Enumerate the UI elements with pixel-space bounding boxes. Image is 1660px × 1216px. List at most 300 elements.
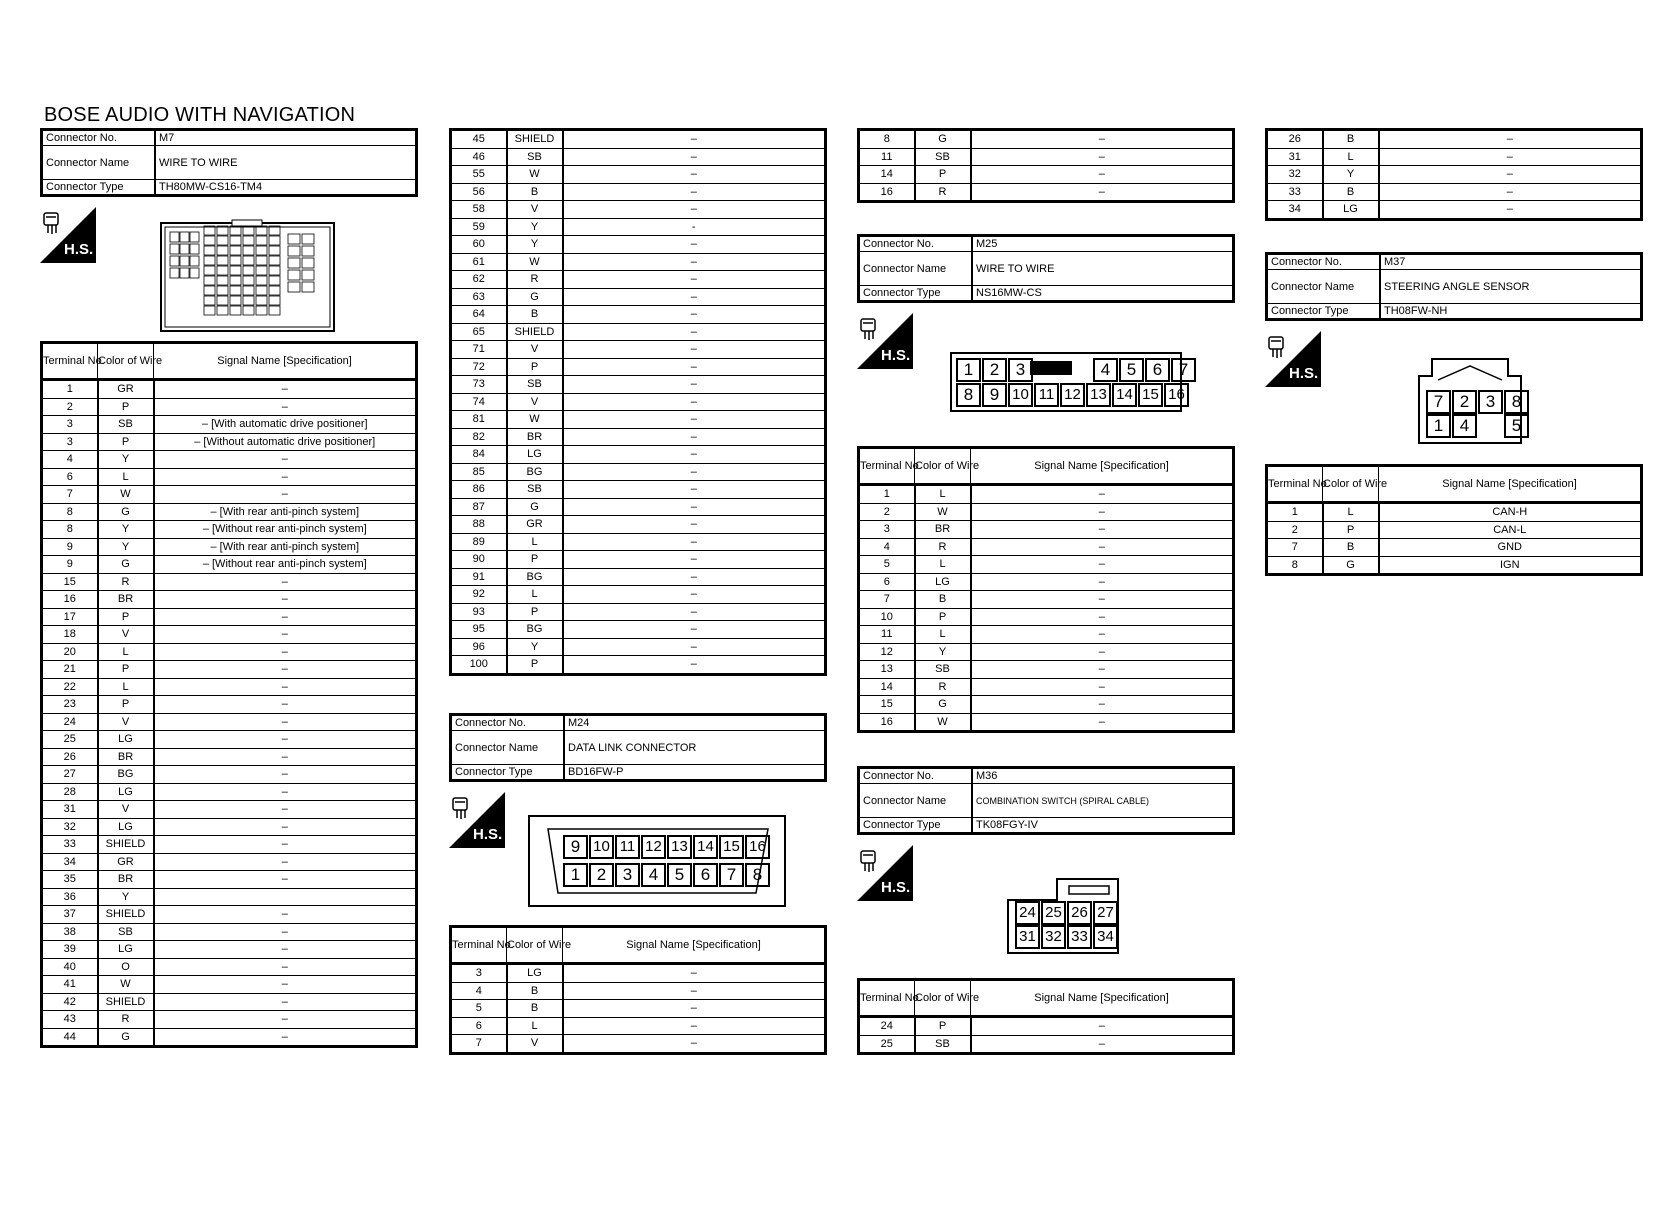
connector-pin: 15 — [1138, 383, 1163, 407]
connector-pin: 2 — [589, 863, 614, 887]
connector-pin: 16 — [1164, 383, 1189, 407]
signal-name: – — [971, 591, 1234, 609]
wire-color: W — [98, 486, 154, 504]
table-row — [859, 166, 1234, 184]
terminal-no: 14 — [859, 166, 915, 184]
table-row — [42, 871, 417, 889]
terminal-no: 88 — [451, 516, 507, 534]
signal-name: – — [154, 608, 417, 626]
table-row — [42, 451, 417, 469]
signal-name: – [Without automatic drive positioner] — [154, 433, 417, 451]
terminal-no: 2 — [42, 398, 98, 416]
terminal-no: 34 — [1267, 201, 1323, 220]
signal-name: - — [563, 218, 826, 236]
connector-pin — [1478, 414, 1503, 438]
signal-name: – [With rear anti-pinch system] — [154, 538, 417, 556]
table-row — [451, 463, 826, 481]
terminal-no: 1 — [42, 380, 98, 399]
signal-name: – — [563, 288, 826, 306]
color-header: Color of Wire — [915, 448, 971, 485]
m25-info — [857, 234, 1235, 303]
wire-color: BG — [98, 766, 154, 784]
terminal-no: 8 — [42, 503, 98, 521]
wire-color: P — [1323, 521, 1379, 539]
terminal-no: 2 — [859, 503, 915, 521]
wire-color: LG — [98, 818, 154, 836]
wire-color: L — [1323, 503, 1379, 522]
signal-name: – — [154, 923, 417, 941]
wire-color: L — [98, 678, 154, 696]
connector-no-label: Connector No. — [42, 130, 156, 146]
terminal-no: 92 — [451, 586, 507, 604]
table-row — [859, 485, 1234, 504]
wire-color: V — [507, 341, 563, 359]
table-row — [859, 661, 1234, 679]
signal-name: – — [563, 1000, 826, 1018]
terminal-header: Terminal No. — [859, 980, 915, 1017]
signal-name: – — [563, 253, 826, 271]
terminal-no: 6 — [42, 468, 98, 486]
page-title: BOSE AUDIO WITH NAVIGATION — [44, 104, 356, 126]
wire-color: BR — [915, 521, 971, 539]
table-row — [1267, 503, 1642, 522]
terminal-no: 43 — [42, 1011, 98, 1029]
signal-name: – — [563, 982, 826, 1000]
connector-name-label: Connector Name — [859, 784, 973, 818]
table-row — [451, 341, 826, 359]
table-row — [1267, 166, 1642, 184]
signal-name: – — [563, 358, 826, 376]
table-row — [451, 358, 826, 376]
m37-info — [1265, 252, 1643, 321]
terminal-no: 32 — [42, 818, 98, 836]
wire-color: G — [507, 288, 563, 306]
table-row — [42, 661, 417, 679]
wire-color: P — [507, 358, 563, 376]
signal-name: – — [154, 871, 417, 889]
wire-color: LG — [507, 964, 563, 983]
table-row — [451, 428, 826, 446]
connector-no-value: M36 — [972, 768, 1234, 784]
signal-name: – — [154, 486, 417, 504]
terminal-no: 40 — [42, 958, 98, 976]
wire-color: R — [98, 1011, 154, 1029]
table-row — [859, 591, 1234, 609]
connector-pin: 12 — [1060, 383, 1085, 407]
wire-color: Y — [1323, 166, 1379, 184]
table-row — [42, 783, 417, 801]
terminal-no: 6 — [451, 1017, 507, 1035]
terminal-no: 28 — [42, 783, 98, 801]
connector-pin: 10 — [589, 835, 614, 859]
wire-color: P — [915, 166, 971, 184]
table-row — [42, 503, 417, 521]
signal-name: GND — [1379, 539, 1642, 557]
wire-color: L — [915, 556, 971, 574]
connector-pin: 9 — [982, 383, 1007, 407]
table-row — [42, 433, 417, 451]
wire-color: LG — [98, 731, 154, 749]
table-row — [451, 446, 826, 464]
connector-pin: 24 — [1015, 901, 1040, 925]
terminal-no: 3 — [859, 521, 915, 539]
connector-pin: 8 — [956, 383, 981, 407]
table-row — [42, 573, 417, 591]
wire-color: P — [507, 603, 563, 621]
signal-header: Signal Name [Specification] — [563, 927, 826, 964]
wire-color: W — [915, 713, 971, 732]
wire-color: BR — [98, 591, 154, 609]
table-row — [42, 713, 417, 731]
signal-name: – — [971, 503, 1234, 521]
wire-color: B — [1323, 130, 1379, 149]
wire-color: R — [915, 183, 971, 202]
wire-color: LG — [1323, 201, 1379, 220]
signal-name: – — [154, 731, 417, 749]
terminal-no: 16 — [859, 713, 915, 732]
connector-pin: 32 — [1041, 925, 1066, 949]
wire-color: BR — [98, 871, 154, 889]
m24-terminal-table-cont — [857, 128, 1235, 203]
connector-pin: 14 — [1112, 383, 1137, 407]
table-row — [42, 608, 417, 626]
hs-label: H.S. — [881, 347, 911, 364]
wire-color: SB — [915, 1035, 971, 1054]
signal-name: – — [971, 626, 1234, 644]
signal-name: – — [563, 533, 826, 551]
table-row — [42, 380, 417, 399]
terminal-no: 36 — [42, 888, 98, 906]
terminal-no: 4 — [859, 538, 915, 556]
table-row — [859, 183, 1234, 202]
connector-pin: 2 — [982, 358, 1007, 382]
table-row — [451, 183, 826, 201]
signal-name: – — [563, 201, 826, 219]
table-row — [859, 503, 1234, 521]
terminal-no: 74 — [451, 393, 507, 411]
terminal-no: 7 — [451, 1035, 507, 1054]
table-row — [1267, 148, 1642, 166]
table-row — [451, 411, 826, 429]
table-row — [42, 591, 417, 609]
signal-name: – — [1379, 148, 1642, 166]
terminal-no: 24 — [42, 713, 98, 731]
m36-pins-top — [1015, 901, 1119, 925]
signal-name: – — [971, 643, 1234, 661]
wire-color: P — [915, 1017, 971, 1036]
table-row — [42, 1011, 417, 1029]
signal-header: Signal Name [Specification] — [1379, 466, 1642, 503]
wire-color: R — [507, 271, 563, 289]
wire-color: G — [1323, 556, 1379, 575]
terminal-no: 23 — [42, 696, 98, 714]
terminal-no: 39 — [42, 941, 98, 959]
terminal-no: 71 — [451, 341, 507, 359]
signal-name: – — [154, 993, 417, 1011]
signal-name: CAN-L — [1379, 521, 1642, 539]
wire-color: BR — [98, 748, 154, 766]
connector-pin: 4 — [641, 863, 666, 887]
m7-terminal-table-b — [449, 128, 827, 676]
connector-pin: 8 — [745, 863, 770, 887]
hs-label: H.S. — [473, 826, 503, 843]
wire-color: W — [915, 503, 971, 521]
signal-name: – — [154, 468, 417, 486]
signal-name: – — [971, 485, 1234, 504]
connector-pin: 4 — [1093, 358, 1118, 382]
table-row — [451, 498, 826, 516]
connector-pin: 13 — [1086, 383, 1111, 407]
connector-name-label: Connector Name — [1267, 270, 1381, 304]
terminal-no: 93 — [451, 603, 507, 621]
m36-terminal-table — [857, 978, 1235, 1055]
table-row — [451, 376, 826, 394]
table-row — [859, 148, 1234, 166]
terminal-no: 31 — [42, 801, 98, 819]
table-row — [42, 958, 417, 976]
wire-color: B — [507, 183, 563, 201]
signal-name: – — [971, 661, 1234, 679]
terminal-no: 4 — [451, 982, 507, 1000]
terminal-no: 7 — [42, 486, 98, 504]
m24-pins-top — [563, 835, 771, 859]
terminal-no: 17 — [42, 608, 98, 626]
table-row — [42, 731, 417, 749]
terminal-no: 7 — [1267, 539, 1323, 557]
table-row — [42, 416, 417, 434]
signal-name: – — [563, 271, 826, 289]
m7-terminal-table-a — [40, 341, 418, 1048]
signal-name: – [Without rear anti-pinch system] — [154, 521, 417, 539]
table-row — [42, 696, 417, 714]
terminal-no: 46 — [451, 148, 507, 166]
connector-pin: 3 — [1478, 390, 1503, 414]
table-row — [1267, 539, 1642, 557]
wire-color: P — [507, 656, 563, 675]
terminal-no: 87 — [451, 498, 507, 516]
table-row — [42, 748, 417, 766]
table-row — [859, 538, 1234, 556]
table-row — [859, 573, 1234, 591]
signal-name: – — [971, 556, 1234, 574]
wire-color: V — [507, 393, 563, 411]
connector-type-label: Connector Type — [451, 765, 565, 781]
connector-type-value: TH80MW-CS16-TM4 — [155, 180, 417, 196]
terminal-no: 20 — [42, 643, 98, 661]
m36-info — [857, 766, 1235, 835]
terminal-no: 33 — [42, 836, 98, 854]
connector-type-label: Connector Type — [859, 286, 973, 302]
connector-type-value: TK08FGY-IV — [972, 818, 1234, 834]
hs-label: H.S. — [881, 879, 911, 896]
signal-name: – — [154, 451, 417, 469]
table-row — [451, 236, 826, 254]
terminal-no: 61 — [451, 253, 507, 271]
connector-pin: 5 — [667, 863, 692, 887]
connector-name-label: Connector Name — [42, 146, 156, 180]
terminal-no: 1 — [1267, 503, 1323, 522]
connector-name-label: Connector Name — [859, 252, 973, 286]
wire-color: P — [98, 433, 154, 451]
wire-color: SHIELD — [98, 836, 154, 854]
table-row — [451, 253, 826, 271]
m7-connector-diagram — [160, 220, 335, 337]
hs-label: H.S. — [1289, 365, 1319, 382]
signal-name: – — [563, 551, 826, 569]
terminal-no: 86 — [451, 481, 507, 499]
terminal-no: 1 — [859, 485, 915, 504]
table-row — [42, 906, 417, 924]
signal-name: – — [563, 1017, 826, 1035]
m36-terminal-table-cont — [1265, 128, 1643, 221]
wire-color: BG — [507, 463, 563, 481]
terminal-no: 91 — [451, 568, 507, 586]
signal-name: – [Without rear anti-pinch system] — [154, 556, 417, 574]
table-row — [42, 853, 417, 871]
wire-color: V — [507, 201, 563, 219]
table-row — [1267, 183, 1642, 201]
wire-color: SB — [915, 661, 971, 679]
wire-color: GR — [98, 380, 154, 399]
terminal-no: 85 — [451, 463, 507, 481]
wire-color: BG — [507, 621, 563, 639]
table-row — [451, 306, 826, 324]
table-row — [451, 603, 826, 621]
connector-name-value: WIRE TO WIRE — [155, 146, 417, 180]
terminal-no: 12 — [859, 643, 915, 661]
wire-color: GR — [98, 853, 154, 871]
table-row — [1267, 556, 1642, 575]
wire-color: G — [98, 503, 154, 521]
table-row — [451, 130, 826, 149]
hs-harness-side-icon — [40, 207, 96, 263]
terminal-header: Terminal No. — [1267, 466, 1323, 503]
terminal-no: 5 — [451, 1000, 507, 1018]
table-row — [451, 621, 826, 639]
terminal-header: Terminal No. — [451, 927, 507, 964]
signal-name: CAN-H — [1379, 503, 1642, 522]
table-row — [859, 130, 1234, 149]
terminal-no: 72 — [451, 358, 507, 376]
wire-color: G — [507, 498, 563, 516]
terminal-no: 24 — [859, 1017, 915, 1036]
wire-color: B — [507, 1000, 563, 1018]
signal-name: – — [971, 696, 1234, 714]
terminal-no: 34 — [42, 853, 98, 871]
terminal-no: 16 — [859, 183, 915, 202]
signal-name — [154, 888, 417, 906]
terminal-no: 60 — [451, 236, 507, 254]
wire-color: L — [915, 626, 971, 644]
m24-connector-diagram — [528, 815, 786, 912]
table-row — [42, 888, 417, 906]
signal-name: – — [563, 323, 826, 341]
signal-name: – — [563, 341, 826, 359]
terminal-no: 11 — [859, 148, 915, 166]
terminal-no: 11 — [859, 626, 915, 644]
table-row — [859, 713, 1234, 732]
connector-pin: 11 — [615, 835, 640, 859]
terminal-no: 8 — [1267, 556, 1323, 575]
table-row — [451, 638, 826, 656]
wire-color: L — [1323, 148, 1379, 166]
table-row — [42, 976, 417, 994]
table-row — [451, 288, 826, 306]
table-row — [42, 556, 417, 574]
terminal-no: 62 — [451, 271, 507, 289]
wire-color: Y — [507, 218, 563, 236]
terminal-no: 37 — [42, 906, 98, 924]
wire-color: Y — [98, 538, 154, 556]
signal-name: – — [971, 1035, 1234, 1054]
signal-name: – — [563, 1035, 826, 1054]
terminal-no: 63 — [451, 288, 507, 306]
table-row — [451, 568, 826, 586]
connector-pin: 5 — [1119, 358, 1144, 382]
wire-color: SB — [507, 148, 563, 166]
connector-type-value: TH08FW-NH — [1380, 304, 1642, 320]
connector-pin: 2 — [1452, 390, 1477, 414]
terminal-no: 82 — [451, 428, 507, 446]
signal-name: – — [154, 1028, 417, 1047]
signal-name: – — [563, 568, 826, 586]
terminal-no: 3 — [42, 416, 98, 434]
table-row — [42, 836, 417, 854]
terminal-no: 56 — [451, 183, 507, 201]
terminal-no: 5 — [859, 556, 915, 574]
signal-name: – — [154, 643, 417, 661]
signal-name: – — [154, 573, 417, 591]
wire-color: V — [98, 626, 154, 644]
signal-name: – — [971, 166, 1234, 184]
connector-pin: 1 — [563, 863, 588, 887]
signal-name: – — [563, 183, 826, 201]
table-row — [451, 271, 826, 289]
wire-color: LG — [98, 783, 154, 801]
m37-pins-top — [1426, 390, 1530, 414]
table-row — [859, 678, 1234, 696]
signal-name: IGN — [1379, 556, 1642, 575]
signal-name: – — [154, 818, 417, 836]
terminal-no: 25 — [859, 1035, 915, 1054]
wire-color: LG — [915, 573, 971, 591]
hs-label: H.S. — [64, 241, 94, 258]
terminal-no: 33 — [1267, 183, 1323, 201]
wire-color: R — [915, 678, 971, 696]
table-row — [451, 1035, 826, 1054]
wire-color: L — [507, 533, 563, 551]
signal-name: – — [563, 638, 826, 656]
connector-pin: 14 — [693, 835, 718, 859]
signal-name: – — [154, 976, 417, 994]
terminal-no: 84 — [451, 446, 507, 464]
signal-name: – — [154, 836, 417, 854]
table-row — [451, 982, 826, 1000]
color-header: Color of Wire — [98, 343, 154, 380]
connector-pin: 5 — [1504, 414, 1529, 438]
color-header: Color of Wire — [507, 927, 563, 964]
connector-pin: 26 — [1067, 901, 1092, 925]
wire-color: R — [98, 573, 154, 591]
wire-color: P — [915, 608, 971, 626]
terminal-header: Terminal No. — [42, 343, 98, 380]
terminal-no: 2 — [1267, 521, 1323, 539]
connector-no-value: M24 — [564, 715, 826, 731]
signal-name: – — [971, 608, 1234, 626]
signal-name: – — [563, 148, 826, 166]
terminal-header: Terminal No. — [859, 448, 915, 485]
table-row — [1267, 130, 1642, 149]
